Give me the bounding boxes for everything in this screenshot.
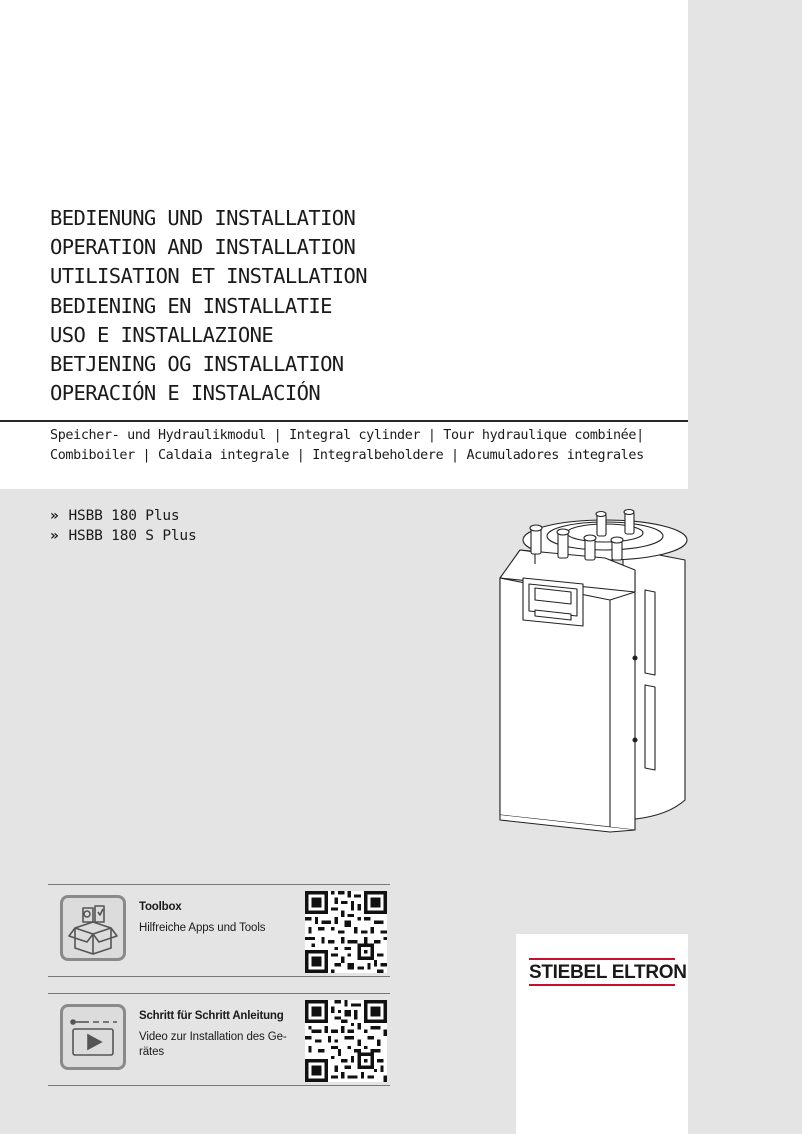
toolbox-card[interactable] xyxy=(48,884,390,977)
title-fr: UTILISATION ET INSTALLATION xyxy=(50,264,368,289)
title-nl: BEDIENING EN INSTALLATIE xyxy=(50,293,332,318)
video-guide-title: Schritt für Schritt Anleitung xyxy=(139,1010,284,1022)
heat-pump-cylinder-drawing xyxy=(495,500,690,835)
brand-logo-box xyxy=(516,934,688,1134)
title-es: OPERACIÓN E INSTALACIÓN xyxy=(50,381,321,406)
model-item xyxy=(50,507,196,527)
video-guide-card[interactable] xyxy=(48,993,390,1086)
subtitle-line-2: Combiboiler | Caldaia integrale | Integralbeholdere | Acumuladores integrales xyxy=(50,448,644,463)
right-gray-strip xyxy=(688,0,802,1134)
title-divider xyxy=(0,420,688,422)
toolbox-icon xyxy=(60,895,126,961)
model-list xyxy=(50,507,196,546)
bullet-marker: » xyxy=(50,527,59,544)
video-guide-description xyxy=(139,1030,299,1060)
title-da: BETJENING OG INSTALLATION xyxy=(50,352,344,377)
toolbox-description: Hilfreiche Apps und Tools xyxy=(139,922,266,934)
title-en: OPERATION AND INSTALLATION xyxy=(50,235,356,260)
bullet-marker: » xyxy=(50,508,59,524)
model-item xyxy=(50,527,196,547)
model-name: HSBB 180 S Plus xyxy=(68,527,197,544)
qr-code-toolbox[interactable] xyxy=(305,891,387,973)
title-de: BEDIENUNG UND INSTALLATION xyxy=(50,206,356,230)
title-it: USO E INSTALLAZIONE xyxy=(50,322,274,347)
qr-code-video[interactable] xyxy=(305,1000,387,1082)
logo-top-rule xyxy=(529,958,675,960)
brand-logo: STIEBEL ELTRON xyxy=(529,962,687,983)
video-play-icon xyxy=(60,1004,126,1070)
subtitle-line-1: Speicher- und Hydraulikmodul | Integral cylinder | Tour hydraulique combinée| xyxy=(50,428,644,443)
toolbox-title: Toolbox xyxy=(139,901,182,913)
logo-bottom-rule xyxy=(529,984,675,986)
title-block xyxy=(50,204,367,408)
video-guide-description-text: Video zur Installation des Ge- rätes xyxy=(139,1031,287,1058)
product-type-line xyxy=(50,426,644,466)
product-illustration xyxy=(495,500,690,839)
model-name: HSBB 180 Plus xyxy=(68,508,180,524)
